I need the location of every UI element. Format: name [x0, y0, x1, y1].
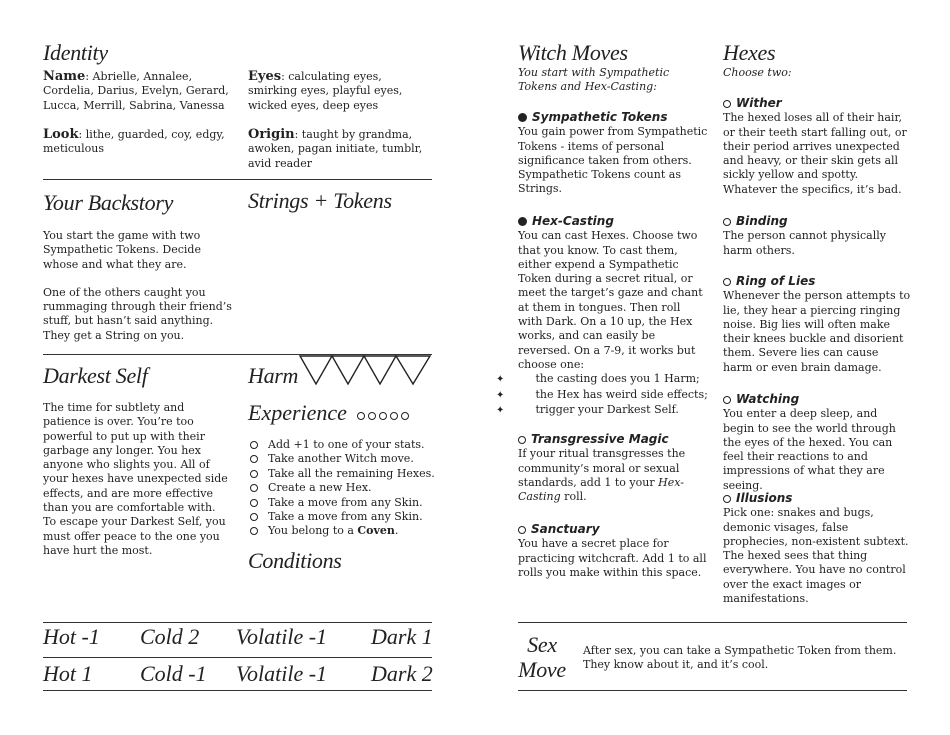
backstory-text: [43, 229, 233, 343]
checkbox-icon[interactable]: [723, 396, 731, 404]
divider: [43, 179, 432, 180]
name-value: : Abrielle, Annalee, Cordelia, Darius, Evelyn, Gerard, Lucca, Merrill, Sabrina, Vanessa: [43, 70, 229, 112]
hex-title: Ring of Lies: [736, 274, 816, 288]
checkbox-icon[interactable]: [518, 436, 526, 444]
hex-option: ✦ the casting does you 1 Harm;: [518, 372, 708, 387]
experience-item[interactable]: You belong to a Coven.: [250, 524, 435, 538]
star-icon: ✦: [496, 389, 505, 401]
sex-move-heading: Sex Move: [518, 632, 566, 682]
experience-item[interactable]: Take all the remaining Hexes.: [250, 467, 435, 481]
star-icon: ✦: [496, 404, 505, 416]
harm-box[interactable]: [364, 356, 396, 384]
stat-hot[interactable]: Hot -1: [43, 624, 100, 649]
move-title: Hex-Casting: [532, 214, 614, 228]
divider: [43, 690, 432, 691]
move-text: You have a secret place for practicing witchcraft. Add 1 to all rolls you make within this space.: [518, 537, 707, 579]
coven-label: Coven: [357, 524, 395, 538]
eyes-label: Eyes: [248, 69, 282, 84]
look-value: : lithe, guarded, coy, edgy, meticulous: [43, 128, 225, 156]
checkbox-icon[interactable]: [723, 218, 731, 226]
hex-title: Illusions: [736, 491, 793, 505]
hex-text: The person cannot physically harm others.: [723, 229, 886, 257]
harm-track[interactable]: [298, 354, 434, 386]
look-label: Look: [43, 127, 79, 142]
checkbox-icon[interactable]: [250, 527, 258, 535]
move-hex-casting: [496, 214, 708, 418]
hex-option: ✦ the Hex has weird side effects;: [518, 388, 708, 403]
eyes-value: : calculating eyes, smirking eyes, playful eyes, wicked eyes, deep eyes: [248, 70, 403, 112]
experience-list: [250, 438, 435, 539]
darkest-text: The time for subtlety and patience is over. You’re too powerful to put up with their garbage any longer. You hex anyone who slights you. All of your hexes have unexpected side effects, and are more effective than you are comfortable with. To escape your Darkest Self, you must offer peace to the one you have hurt the most.: [43, 401, 228, 557]
experience-item[interactable]: Take a move from any Skin.: [250, 510, 435, 524]
sex-move-text: After sex, you can take a Sympathetic Token from them. They know about it, and it’s cool.: [583, 644, 897, 672]
divider: [518, 622, 907, 623]
harm-box[interactable]: [396, 356, 430, 384]
move-text: You can cast Hexes. Choose two that you know. To cast them, either expend a Sympathetic Token during a secret ritual, or meet the target’s gaze and chant at them in tongues. Then roll with Dark. On a 10 up, the Hex works, and can easily be reversed. On a 7-9, it works but choose one:: [518, 229, 703, 371]
backstory-p1: You start the game with two Sympathetic Tokens. Decide whose and what they are.: [43, 229, 201, 271]
identity-origin: [248, 128, 428, 171]
checkbox-icon[interactable]: [723, 495, 731, 503]
xp-pip[interactable]: [401, 412, 409, 420]
xp-pip[interactable]: [379, 412, 387, 420]
origin-label: Origin: [248, 127, 295, 142]
experience-item[interactable]: Create a new Hex.: [250, 481, 435, 495]
checkbox-icon[interactable]: [723, 100, 731, 108]
selected-icon: [518, 217, 527, 226]
experience-track[interactable]: [354, 410, 409, 423]
stat-hot[interactable]: Hot 1: [43, 661, 93, 686]
origin-value: : taught by grandma, awoken, pagan initiate, tumblr, avid reader: [248, 128, 423, 170]
stat-dark[interactable]: Dark 1: [371, 624, 433, 649]
experience-item[interactable]: Take a move from any Skin.: [250, 496, 435, 510]
selected-icon: [518, 113, 527, 122]
checkbox-icon[interactable]: [250, 484, 258, 492]
harm-box[interactable]: [332, 356, 364, 384]
witch-moves-intro: You start with Sympathetic Tokens and Hex-Casting:: [518, 66, 670, 94]
witch-moves-heading: Witch Moves: [518, 40, 628, 65]
xp-pip[interactable]: [357, 412, 365, 420]
star-icon: ✦: [496, 374, 505, 386]
hex-watching: [723, 392, 911, 493]
backstory-heading: Your Backstory: [43, 190, 174, 215]
move-option[interactable]: [518, 432, 708, 447]
experience-item[interactable]: Take another Witch move.: [250, 452, 435, 466]
hexes-intro: Choose two:: [723, 66, 792, 79]
experience-header: [248, 400, 409, 426]
checkbox-icon[interactable]: [250, 441, 258, 449]
stat-cold[interactable]: Cold 2: [140, 624, 200, 649]
xp-pip[interactable]: [368, 412, 376, 420]
harm-heading: Harm: [248, 363, 299, 388]
stat-volatile[interactable]: Volatile -1: [236, 624, 328, 649]
move-title: Sympathetic Tokens: [532, 110, 668, 124]
checkbox-icon[interactable]: [250, 470, 258, 478]
backstory-p2: One of the others caught you rummaging through their friend’s stuff, but hasn’t said anything. They get a String on you.: [43, 285, 232, 342]
move-text: If your ritual transgresses the community’s moral or sexual standards, add 1 to your Hex-Casting roll.: [518, 447, 686, 504]
hex-text: The hexed loses all of their hair, or their teeth start falling out, or their period arrives unexpected and heavy, or their skin gets all sickly yellow and spotty. Whatever the specifics, it’s bad.: [723, 111, 907, 196]
strings-heading: Strings + Tokens: [248, 188, 392, 213]
checkbox-icon[interactable]: [250, 499, 258, 507]
hex-option: ✦ trigger your Darkest Self.: [518, 403, 708, 418]
checkbox-icon[interactable]: [250, 513, 258, 521]
hex-text: Whenever the person attempts to lie, they hear a piercing ringing noise. Big lies will often make their knees buckle and disorient them. Severe lies can cause harm or even brain damage.: [723, 289, 911, 374]
hex-text: You enter a deep sleep, and begin to see the world through the eyes of the hexed. You can feel their reactions to and impressions of what they are seeing.: [723, 407, 896, 492]
divider: [518, 690, 907, 691]
experience-item[interactable]: Add +1 to one of your stats.: [250, 438, 435, 452]
divider: [43, 657, 432, 658]
move-option[interactable]: [518, 522, 708, 537]
hex-title: Wither: [736, 96, 782, 110]
move-text: You gain power from Sympathetic Tokens - items of personal significance taken from others. Sympathetic Tokens count as Strings.: [518, 125, 708, 196]
conditions-heading: Conditions: [248, 548, 342, 573]
hex-option[interactable]: [723, 96, 911, 111]
hex-text: Pick one: snakes and bugs, demonic visages, false prophecies, non-existent subtext. The hexed sees that thing everywhere. You have no control over the exact images or manifestations.: [723, 506, 909, 606]
divider: [43, 622, 432, 623]
harm-box[interactable]: [300, 356, 332, 384]
hex-illusions: [723, 491, 911, 606]
stat-cold[interactable]: Cold -1: [140, 661, 207, 686]
darkest-heading: Darkest Self: [43, 363, 148, 388]
hex-option[interactable]: [723, 274, 911, 289]
hex-binding: [723, 214, 911, 258]
hexes-heading: Hexes: [723, 40, 776, 65]
identity-look: [43, 128, 228, 157]
name-label: Name: [43, 69, 86, 84]
hex-options: [496, 372, 708, 418]
move-title: Sanctuary: [531, 522, 600, 536]
move-sympathetic-tokens: [518, 110, 708, 197]
hex-option[interactable]: [723, 392, 911, 407]
checkbox-icon[interactable]: [723, 278, 731, 286]
experience-heading: Experience: [248, 400, 347, 425]
hex-option[interactable]: [723, 214, 911, 229]
hex-title: Watching: [736, 392, 800, 406]
identity-heading: Identity: [43, 40, 108, 65]
stat-dark[interactable]: Dark 2: [371, 661, 433, 686]
move-title: Transgressive Magic: [531, 432, 669, 446]
hex-title: Binding: [736, 214, 788, 228]
hex-option[interactable]: [723, 491, 911, 506]
stat-volatile[interactable]: Volatile -1: [236, 661, 328, 686]
hex-wither: [723, 96, 911, 197]
hex-ring-of-lies: [723, 274, 911, 375]
move-sanctuary: [518, 522, 708, 580]
checkbox-icon[interactable]: [250, 455, 258, 463]
move-transgressive-magic: [518, 432, 708, 504]
checkbox-icon[interactable]: [518, 526, 526, 534]
identity-name: [43, 70, 233, 113]
identity-eyes: [248, 70, 428, 113]
xp-pip[interactable]: [390, 412, 398, 420]
